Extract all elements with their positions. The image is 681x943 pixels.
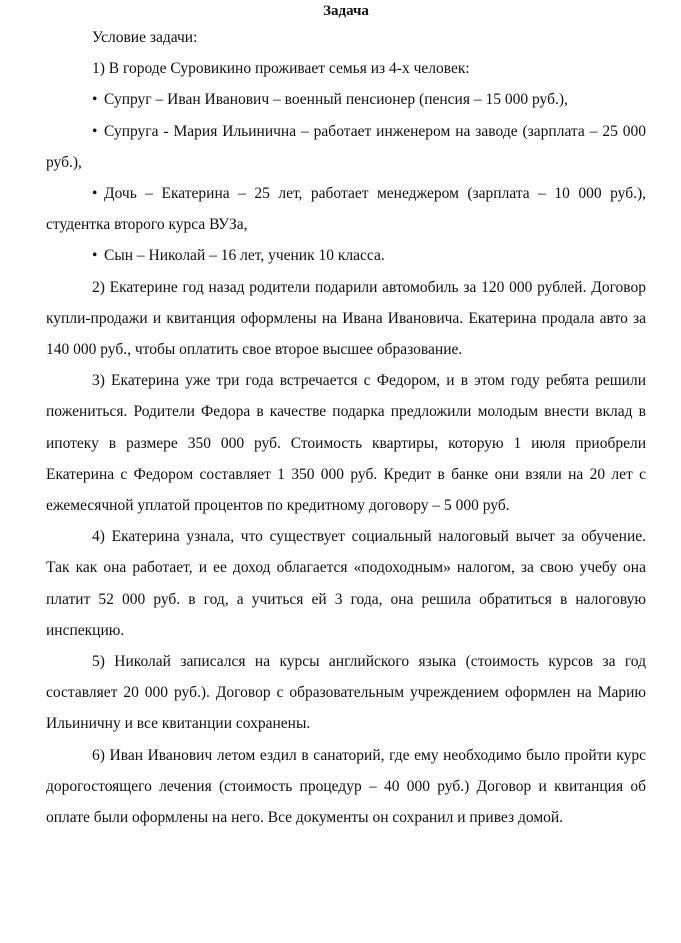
bullet-marker: • — [92, 185, 98, 203]
bullet-text: Дочь – Екатерина – 25 лет, работает менеджером (зарплата – 10 000 руб.), студентка второго курса ВУЗа, — [46, 185, 646, 234]
document-page — [46, 0, 646, 833]
bullet-text: Супруг – Иван Иванович – военный пенсионер (пенсия – 15 000 руб.), — [104, 91, 568, 109]
paragraph-4: 4) Екатерина узнала, что существует социальный налоговый вычет за обучение. Так как она работает, и ее доход облагается «подоходным» налогом, за свою учебу она платит 52 000 руб. в год, а учиться ей 3 года, она решила обратиться в налоговую инспекцию. — [46, 528, 646, 639]
bullet-marker: • — [92, 247, 98, 265]
paragraph-1: 1) В городе Суровикино проживает семья из 4-х человек: — [92, 60, 470, 78]
paragraph-6: 6) Иван Иванович летом ездил в санаторий, где ему необходимо было пройти курс дорогостоящего лечения (стоимость процедур – 40 000 руб.) Договор и квитанция об оплате были оформлены на него. Все документы он сохранил и привез домой. — [46, 746, 646, 827]
paragraph-5: 5) Николай записался на курсы английского языка (стоимость курсов за год составляет 20 000 руб.). Договор с образовательным учреждением оформлен на Марию Ильиничну и все квитанции сохранены. — [46, 653, 646, 733]
bullet-item-wife — [46, 116, 646, 178]
bullet-item-daughter — [46, 178, 646, 240]
bullet-marker: • — [92, 122, 98, 140]
bullet-marker: • — [92, 91, 98, 109]
paragraph-2: 2) Екатерине год назад родители подарили автомобиль за 120 000 рублей. Договор купли-продажи и квитанция оформлены на Ивана Ивановича. Екатерина продала авто за 140 000 руб., чтобы оплатить свое второе высшее образование. — [46, 278, 646, 359]
bullet-item-husband — [46, 84, 646, 115]
bullet-text: Сын – Николай – 16 лет, ученик 10 класса. — [104, 247, 385, 265]
paragraph-3: 3) Екатерина уже три года встречается с Федором, и в этом году ребята решили пожениться. Родители Федора в качестве подарка предложили молодым внести вклад в ипотеку в размере 350 000 руб. Стоимость квартиры, которую 1 июля приобрели Екатерина с Федором составляет 1 350 000 руб. Кредит в банке они взяли на 20 лет с ежемесячной уплатой процентов по кредитному договору – 5 000 руб. — [46, 372, 646, 515]
bullet-item-son — [46, 240, 646, 271]
intro-line: Условие задачи: — [92, 29, 198, 46]
bullet-text: Супруга - Мария Ильинична – работает инженером на заводе (зарплата – 25 000 руб.), — [46, 122, 646, 171]
document-title: Задача — [323, 3, 369, 19]
